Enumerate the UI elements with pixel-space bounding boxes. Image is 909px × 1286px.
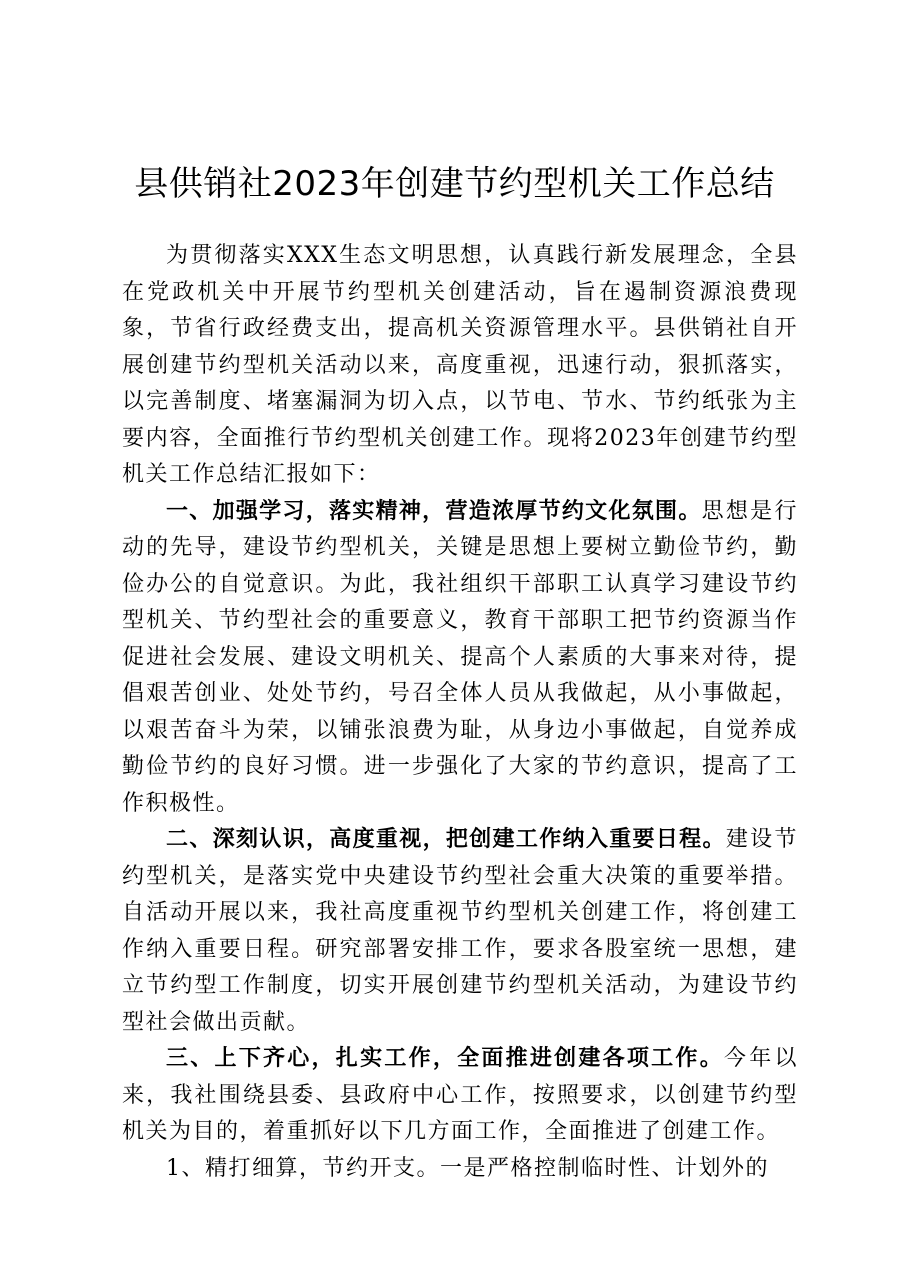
section-two-heading: 二、深刻认识，高度重视，把创建工作纳入重要日程。 [166, 827, 726, 852]
subsection-one-text: 1、精打细算，节约开支。一是严格控制临时性、计划外的 [166, 1155, 769, 1181]
section-two-paragraph [122, 822, 798, 1041]
section-three-heading: 三、上下齐心，扎实工作，全面推进创建各项工作。 [166, 1046, 724, 1071]
document-body [122, 238, 798, 1187]
section-two-text: 建设节约型机关，是落实党中央建设节约型社会重大决策的重要举措。自活动开展以来，我社高度重视节约型机关创建工作，将创建工作纳入重要日程。研究部署安排工作，要求各股室统一思想，建立节约型工作制度，切实开展创建节约型机关活动，为建设节约型社会做出贡献。 [122, 827, 798, 1035]
section-three-text: 今年以来，我社围绕县委、县政府中心工作，按照要求，以创建节约型机关为目的，着重抓好以下几方面工作，全面推进了创建工作。 [122, 1046, 798, 1144]
document-title: 县供销社2023年创建节约型机关工作总结 [134, 164, 775, 204]
intro-paragraph [122, 238, 798, 494]
section-one-heading: 一、加强学习，落实精神，营造浓厚节约文化氛围。 [166, 498, 702, 524]
section-three-paragraph [122, 1041, 798, 1151]
section-one-paragraph [122, 494, 798, 823]
intro-paragraph-text: 为贯彻落实XXX生态文明思想，认真践行新发展理念，全县在党政机关中开展节约型机关创建活动，旨在遏制资源浪费现象，节省行政经费支出，提高机关资源管理水平。县供销社自开展创建节约型机关活动以来，高度重视，迅速行动，狠抓落实，以完善制度、堵塞漏洞为切入点，以节电、节水、节约纸张为主要内容，全面推行节约型机关创建工作。现将2023年创建节约型机关工作总结汇报如下： [122, 243, 798, 487]
subsection-one-paragraph [122, 1151, 798, 1188]
section-one-text: 思想是行动的先导，建设节约型机关，关键是思想上要树立勤俭节约，勤俭办公的自觉意识。为此，我社组织干部职工认真学习建设节约型机关、节约型社会的重要意义，教育干部职工把节约资源当作促进社会发展、建设文明机关、提高个人素质的大事来对待，提倡艰苦创业、处处节约，号召全体人员从我做起，从小事做起，以艰苦奋斗为荣，以铺张浪费为耻，从身边小事做起，自觉养成勤俭节约的良好习惯。进一步强化了大家的节约意识，提高了工作积极性。 [122, 498, 798, 816]
